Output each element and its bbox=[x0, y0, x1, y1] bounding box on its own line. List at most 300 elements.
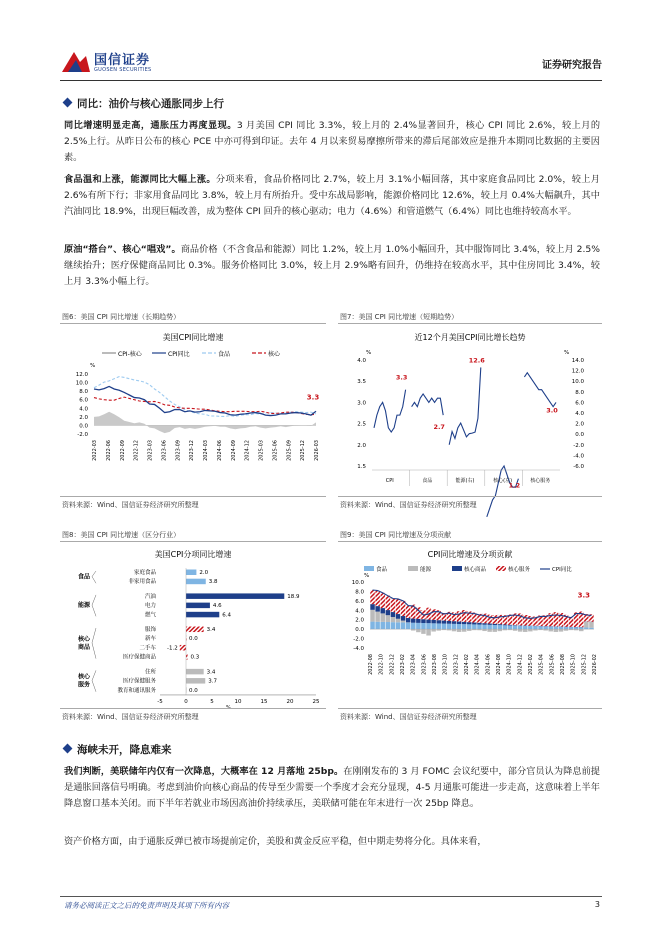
fig9-bar-segment bbox=[498, 629, 502, 631]
fig9-legend-label: 食品 bbox=[376, 567, 388, 573]
brand-logo-icon bbox=[60, 48, 92, 74]
page-number: 3 bbox=[594, 900, 600, 909]
fig7-ytick-left: 4.0 bbox=[357, 358, 366, 364]
fig8-value-label: 0.0 bbox=[189, 687, 198, 694]
fig9-xtick: 2025-08 bbox=[560, 654, 566, 675]
fig7-annotation: 12.6 bbox=[468, 356, 485, 365]
fig9-bar-segment bbox=[426, 629, 430, 635]
fig8-xtick: 10 bbox=[234, 698, 242, 705]
fig6-xtick: 2026-03 bbox=[314, 440, 320, 461]
fig8-bar bbox=[186, 593, 284, 599]
section2-p1-lead: 我们判断，美联储年内仅有一次降息，大概率在 12 月落地 25bp。 bbox=[64, 766, 344, 777]
fig6-caption: 图6：美国 CPI 同比增速（长期趋势） bbox=[62, 313, 181, 321]
fig9-cpi-line bbox=[373, 590, 592, 618]
fig9-bar-segment bbox=[462, 610, 466, 622]
fig9-bar-segment bbox=[375, 612, 379, 622]
fig9-bar-segment bbox=[477, 623, 481, 625]
fig7-ytick-right: 4.0 bbox=[575, 411, 584, 417]
fig8-group-label: 商品 bbox=[77, 643, 91, 651]
fig6-xtick: 2024-06 bbox=[216, 440, 223, 461]
fig8-value-label: 0.3 bbox=[190, 654, 200, 661]
fig8-chart bbox=[60, 544, 326, 711]
fig9-bar-segment bbox=[513, 626, 517, 630]
fig9-bar-segment bbox=[564, 627, 568, 629]
fig9-bar-segment bbox=[548, 627, 552, 630]
fig7-ytick-right: 12.0 bbox=[571, 368, 584, 375]
fig9-xtick: 2024-04 bbox=[474, 654, 481, 675]
fig9-bar-segment bbox=[370, 610, 374, 622]
fig9-source: 资料来源：Wind、国信证券经济研究所整理 bbox=[340, 713, 477, 721]
fig8-value-label: 6.4 bbox=[222, 612, 232, 619]
page-header bbox=[60, 48, 602, 80]
brand-name-cn: 国信证券 bbox=[94, 53, 151, 68]
fig9-bar-segment bbox=[492, 615, 496, 624]
fig9-bar-segment bbox=[431, 623, 435, 629]
fig8-value-label: 3.4 bbox=[206, 669, 216, 676]
fig9-bar-segment bbox=[467, 629, 471, 631]
fig6-xtick: 2022-12 bbox=[133, 440, 140, 461]
fig9-bar-segment bbox=[396, 614, 400, 619]
fig8-bar bbox=[186, 612, 219, 618]
fig8-group-bracket bbox=[92, 571, 96, 583]
fig6-ytick: 0.0 bbox=[79, 423, 88, 430]
fig9-ytick: 8.0 bbox=[355, 589, 364, 596]
fig9-xtick: 2023-04 bbox=[410, 654, 417, 675]
fig7-source: 资料来源：Wind、国信证券经济研究所整理 bbox=[340, 501, 477, 509]
fig6-legend-label: 食品 bbox=[218, 351, 231, 358]
fig9-bar-segment bbox=[421, 623, 425, 629]
brand-logo bbox=[60, 48, 200, 78]
fig9-ytick: -4.0 bbox=[353, 646, 364, 652]
fig8-xtick: 5 bbox=[210, 698, 214, 705]
fig9-bar-segment bbox=[401, 621, 405, 623]
fig6-ytick: 2.0 bbox=[79, 414, 88, 421]
fig7-ytick-left: 1.5 bbox=[357, 464, 366, 470]
fig8-bottom-rule bbox=[60, 708, 326, 709]
section2-paragraph-1 bbox=[64, 764, 600, 812]
fig7-ytick-right: 0.0 bbox=[575, 432, 584, 439]
fig8-bar bbox=[186, 579, 206, 585]
fig9-xtick: 2022-12 bbox=[389, 654, 396, 675]
fig9-bar-segment bbox=[452, 624, 456, 629]
fig9-xtick: 2023-12 bbox=[453, 654, 460, 675]
section1-paragraph-3 bbox=[64, 242, 600, 290]
fig7-ytick-right: 6.0 bbox=[575, 400, 584, 407]
fig9-bar-segment bbox=[533, 629, 537, 630]
fig8-title: 美国CPI分项同比增速 bbox=[154, 550, 232, 559]
fig6-xtick: 2023-12 bbox=[189, 440, 196, 461]
diamond-bullet-icon bbox=[63, 98, 73, 108]
fig7-series-line bbox=[524, 373, 556, 407]
fig9-bar-segment bbox=[543, 626, 547, 629]
fig9-bar-segment bbox=[396, 619, 400, 623]
fig9-bar-segment bbox=[391, 622, 395, 629]
fig6-annotation: 3.3 bbox=[306, 393, 320, 402]
fig9-ylabel: % bbox=[364, 573, 370, 579]
fig9-bar-segment bbox=[523, 615, 527, 626]
fig9-bar-segment bbox=[584, 628, 588, 630]
fig9-bar-segment bbox=[518, 626, 522, 629]
fig9-bar-segment bbox=[401, 622, 405, 629]
fig9-xtick: 2026-02 bbox=[592, 654, 598, 675]
fig7-bottom-rule bbox=[338, 496, 602, 497]
fig9-xtick: 2022-08 bbox=[368, 654, 374, 675]
fig9-bar-segment bbox=[467, 624, 471, 629]
fig6-area-cpi-core-gap bbox=[94, 412, 316, 433]
fig9-bar-segment bbox=[406, 618, 410, 622]
fig7-series-line bbox=[487, 466, 519, 517]
fig9-bar-segment bbox=[518, 629, 522, 632]
section2-p2-body: 资产价格方面，由于通胀反弹已被市场提前定价，美股和黄金反应平稳，但中期走势将分化。具体来看， bbox=[64, 836, 487, 847]
fig9-xtick: 2023-06 bbox=[421, 654, 428, 675]
fig9-bar-segment bbox=[391, 599, 395, 613]
fig9-bar-segment bbox=[457, 629, 461, 632]
fig9-bar-segment bbox=[396, 622, 400, 629]
fig8-group-label: 核心 bbox=[77, 673, 91, 681]
fig9-bar-segment bbox=[401, 601, 405, 616]
fig7-ytick-left: 2.0 bbox=[357, 442, 366, 449]
fig8-xtick: -5 bbox=[157, 698, 163, 705]
fig9-bar-segment bbox=[554, 627, 558, 629]
fig9-legend-swatch bbox=[364, 566, 374, 571]
fig9-xtick: 2024-08 bbox=[496, 654, 502, 675]
section1-title bbox=[64, 96, 224, 111]
fig9-xtick: 2025-10 bbox=[570, 654, 577, 675]
fig9-xtick: 2025-12 bbox=[581, 654, 588, 675]
fig9-bar-segment bbox=[523, 629, 527, 632]
fig9-bar-segment bbox=[386, 610, 390, 615]
fig9-legend-swatch bbox=[496, 566, 506, 571]
section1-p1-lead: 同比增速明显走高，通胀压力再度显现。 bbox=[64, 120, 237, 131]
fig8-category-label: 服饰 bbox=[144, 627, 156, 634]
fig7-group-label: 核心服务 bbox=[530, 478, 551, 484]
fig9-bar-segment bbox=[406, 606, 410, 618]
section1-p2-lead: 食品温和上涨，能源同比大幅上涨。 bbox=[64, 174, 216, 185]
fig8-source: 资料来源：Wind、国信证券经济研究所整理 bbox=[62, 713, 199, 721]
brand-name-en: GUOSEN SECURITIES bbox=[94, 67, 152, 73]
section1-p2-body: 分项来看，食品价格同比 2.7%，较上月 3.1%小幅回落，其中家庭食品同比 2.0%，较上月 2.6%有所下行；非家用食品同比 3.8%，较上月有所抬升。受中东战局影响，能源价格同比 12.6%，较上月 0.4%大幅飙升，其中汽油同比 18.9%，出现巨幅改善，成为整体 CPI 回升的核心驱动；电力（4.6%）和管道燃气（6.4%）同比也维持较高水平。 bbox=[64, 174, 600, 217]
fig9-bar-segment bbox=[528, 626, 532, 629]
fig7-ytick-right: 10.0 bbox=[571, 379, 584, 386]
fig9-bar-segment bbox=[554, 629, 558, 632]
fig8-value-label: 3.7 bbox=[208, 678, 217, 685]
fig9-top-rule bbox=[338, 541, 602, 542]
fig9-bar-segment bbox=[498, 625, 502, 629]
fig9-bar-segment bbox=[508, 625, 512, 629]
fig6-legend-label: 核心 bbox=[268, 351, 281, 358]
fig8-group-label: 食品 bbox=[77, 573, 91, 581]
header-divider bbox=[60, 80, 602, 81]
fig6-ytick: 8.0 bbox=[79, 389, 88, 396]
fig9-bar-segment bbox=[375, 622, 379, 629]
fig9-bar-segment bbox=[391, 612, 395, 617]
fig8-bar bbox=[186, 627, 204, 633]
section2-title bbox=[64, 742, 172, 757]
fig9-legend-label: 核心服务 bbox=[508, 567, 531, 573]
fig7-series-line bbox=[449, 367, 481, 444]
fig9-bar-segment bbox=[380, 608, 384, 613]
fig9-bar-segment bbox=[482, 629, 486, 631]
fig6-xtick: 2022-09 bbox=[119, 440, 126, 461]
fig6-ylabel: % bbox=[90, 363, 96, 369]
fig9-bar-segment bbox=[401, 616, 405, 621]
fig9-bar-segment bbox=[528, 629, 532, 631]
fig9-bar-segment bbox=[472, 624, 476, 629]
fig7-annotation: 3.3 bbox=[395, 373, 408, 382]
fig6-title: 美国CPI同比增速 bbox=[162, 333, 224, 342]
fig9-bottom-rule bbox=[338, 708, 602, 709]
fig7-title: 近12个月美国CPI同比增长趋势 bbox=[414, 333, 526, 342]
fig9-annotation: 3.3 bbox=[577, 591, 591, 600]
fig9-bar-segment bbox=[452, 621, 456, 624]
fig7-series-line bbox=[412, 394, 444, 415]
fig9-caption: 图9：美国 CPI 同比增速及分项贡献 bbox=[340, 531, 452, 539]
fig6-xtick: 2025-06 bbox=[272, 440, 279, 461]
fig7-top-rule bbox=[338, 323, 602, 324]
fig9-bar-segment bbox=[431, 620, 435, 623]
fig6-xtick: 2023-09 bbox=[175, 440, 182, 461]
fig9-bar-segment bbox=[589, 622, 593, 628]
fig9-bar-segment bbox=[538, 626, 542, 629]
fig7-ytick-left: 3.0 bbox=[357, 400, 366, 407]
fig9-xtick: 2023-10 bbox=[442, 654, 449, 675]
fig6-ytick: -2.0 bbox=[77, 432, 88, 438]
fig9-bar-segment bbox=[380, 622, 384, 629]
fig9-bar-segment bbox=[559, 629, 563, 631]
section1-title-text: 同比：油价与核心通胀同步上行 bbox=[77, 98, 224, 110]
fig9-bar-segment bbox=[396, 599, 400, 614]
fig7-ylabel-right: % bbox=[564, 350, 570, 356]
fig9-bar-segment bbox=[436, 623, 440, 629]
fig9-bar-segment bbox=[589, 628, 593, 629]
fig9-bar-segment bbox=[457, 622, 461, 624]
fig8-group-bracket bbox=[92, 670, 96, 691]
fig8-category-label: 汽油 bbox=[144, 593, 156, 600]
fig9-bar-segment bbox=[370, 590, 374, 604]
fig8-bar bbox=[186, 654, 188, 660]
fig8-category-label: 教育和通讯服务 bbox=[117, 687, 156, 694]
fig6-ytick: 10.0 bbox=[75, 380, 88, 387]
fig8-category-label: 非家用食品 bbox=[128, 579, 156, 586]
fig9-bar-segment bbox=[487, 615, 491, 624]
fig8-bar bbox=[180, 645, 186, 651]
fig9-bar-segment bbox=[411, 629, 415, 630]
fig8-category-label: 新车 bbox=[144, 636, 156, 643]
fig7-ytick-right: 14.0 bbox=[571, 358, 584, 364]
fig6-xtick: 2024-09 bbox=[230, 440, 237, 461]
fig9-bar-segment bbox=[523, 626, 527, 629]
fig9-bar-segment bbox=[375, 606, 379, 611]
fig6-xtick: 2024-12 bbox=[244, 440, 251, 461]
fig8-group-label: 能源 bbox=[77, 602, 91, 610]
fig9-ytick: 6.0 bbox=[355, 598, 364, 605]
fig9-bar-segment bbox=[380, 613, 384, 621]
fig9-bar-segment bbox=[447, 621, 451, 624]
fig7-annotation: 1.2 bbox=[508, 481, 521, 490]
fig7-group-label: 食品 bbox=[422, 478, 433, 484]
fig6-ytick: 12.0 bbox=[75, 372, 88, 378]
fig8-group-label: 核心 bbox=[77, 635, 91, 643]
fig9-bar-segment bbox=[508, 625, 512, 626]
fig8-category-label: 家庭食品 bbox=[133, 570, 156, 576]
fig9-bar-segment bbox=[492, 625, 496, 629]
fig9-bar-segment bbox=[487, 625, 491, 629]
fig9-bar-segment bbox=[442, 621, 446, 624]
fig6-xtick: 2025-12 bbox=[300, 440, 307, 461]
fig9-xtick: 2022-10 bbox=[378, 654, 385, 675]
fig9-bar-segment bbox=[431, 609, 435, 620]
fig9-bar-segment bbox=[411, 619, 415, 623]
fig6-ytick: 6.0 bbox=[79, 397, 88, 404]
fig9-bar-segment bbox=[431, 629, 435, 631]
fig9-bar-segment bbox=[386, 622, 390, 629]
fig7-ytick-right: 2.0 bbox=[575, 421, 584, 428]
fig7-group-label: 核心(左) bbox=[493, 478, 513, 484]
fig9-chart bbox=[338, 544, 602, 706]
fig6-legend-label: CPI-核心 bbox=[118, 351, 142, 358]
fig9-bar-segment bbox=[559, 627, 563, 629]
fig9-ytick: 10.0 bbox=[351, 580, 364, 586]
fig9-bar-segment bbox=[411, 623, 415, 629]
fig8-xtick: 20 bbox=[286, 698, 294, 705]
fig9-xtick: 2024-10 bbox=[506, 654, 513, 675]
fig6-ytick: 4.0 bbox=[79, 406, 88, 413]
fig8-category-label: 二手车 bbox=[139, 645, 156, 652]
fig8-category-label: 医疗保健商品 bbox=[122, 654, 156, 661]
fig9-bar-segment bbox=[584, 622, 588, 628]
fig9-bar-segment bbox=[386, 596, 390, 610]
fig9-bar-segment bbox=[452, 629, 456, 631]
fig9-bar-segment bbox=[457, 611, 461, 621]
section2-paragraph-2 bbox=[64, 834, 600, 850]
fig8-value-label: 3.8 bbox=[208, 579, 218, 586]
fig9-bar-segment bbox=[533, 626, 537, 629]
fig6-xtick: 2025-03 bbox=[258, 440, 265, 461]
fig7-annotation: 3.0 bbox=[546, 406, 558, 415]
diamond-bullet-icon bbox=[63, 744, 73, 754]
fig9-ytick: 4.0 bbox=[355, 608, 364, 615]
fig8-caption: 图8：美国 CPI 同比增速（区分行业） bbox=[62, 531, 181, 539]
fig6-xtick: 2025-09 bbox=[286, 440, 293, 461]
fig8-bar bbox=[186, 669, 204, 675]
fig6-legend-label: CPI同比 bbox=[168, 351, 190, 358]
fig8-value-label: 18.9 bbox=[287, 593, 300, 600]
section2-p1-body: 在刚刚发布的 3 月 FOMC 会议纪要中，部分官员认为降息前提是通胀回落信号明确。考虑到油价向核心商品的传导至少需要一个季度才会充分显现，4-5 月通胀可能进一步走高，这意味着上半年降息窗口基本关闭。而下半年若就业市场因高油价持续承压，美联储可能在年末进行一次 25bp 降息。 bbox=[64, 766, 600, 809]
fig9-bar-segment bbox=[416, 629, 420, 632]
fig8-bar bbox=[186, 678, 205, 684]
fig9-bar-segment bbox=[482, 623, 486, 625]
section1-paragraph-1 bbox=[64, 118, 600, 166]
fig7-ylabel-left: % bbox=[366, 350, 372, 356]
section1-p3-body: 商品价格（不含食品和能源）同比 1.2%，较上月 1.0%小幅回升，其中服饰同比 3.4%，较上月 2.5%继续抬升；医疗保健商品同比 0.3%。服务价格同比 3.0%，较上月 2.9%略有回升，仍维持在较高水平，其中住房同比 3.4%，较上月 3.3%小幅上行。 bbox=[64, 244, 601, 287]
fig9-ytick: 0.0 bbox=[355, 627, 364, 634]
fig9-xtick: 2025-04 bbox=[538, 654, 545, 675]
fig9-bar-segment bbox=[579, 627, 583, 629]
fig9-bar-segment bbox=[442, 624, 446, 630]
fig9-legend-label: CPI同比 bbox=[552, 567, 572, 573]
fig9-bar-segment bbox=[554, 612, 558, 626]
fig8-xtick: 25 bbox=[312, 698, 320, 705]
fig8-category-label: 燃气 bbox=[144, 612, 156, 619]
fig9-bar-segment bbox=[436, 629, 440, 630]
fig8-category-label: 住所 bbox=[144, 669, 156, 676]
fig9-bar-segment bbox=[569, 627, 573, 629]
fig9-bar-segment bbox=[421, 619, 425, 623]
footer-disclaimer: 请务必阅读正文之后的免责声明及其项下所有内容 bbox=[64, 901, 229, 910]
section1-p3-lead: 原油“搭台”、核心“唱戏”。 bbox=[64, 244, 181, 255]
fig9-bar-segment bbox=[579, 629, 583, 631]
report-type: 证券研究报告 bbox=[542, 60, 602, 71]
fig9-bar-segment bbox=[492, 629, 496, 632]
fig8-group-bracket bbox=[92, 628, 96, 659]
fig9-title: CPI同比增速及分项贡献 bbox=[427, 550, 513, 559]
fig7-ytick-right: 8.0 bbox=[575, 389, 584, 396]
fig7-ytick-right: -4.0 bbox=[573, 453, 584, 460]
fig9-bar-segment bbox=[513, 629, 517, 631]
fig9-bar-segment bbox=[487, 624, 491, 625]
fig9-bar-segment bbox=[462, 629, 466, 632]
section1-p1-body: 3 月美国 CPI 同比 3.3%，较上月的 2.4%显著回升，核心 CPI 同比 2.6%，较上月的 2.5%上行。从昨日公布的核心 PCE 中亦可得到印证。去年 4 月以来贸易摩擦所带来的滞后尾部效应是推升本期同比数据的主要因素。 bbox=[64, 120, 601, 163]
fig9-ytick: -2.0 bbox=[353, 636, 364, 643]
fig8-value-label: 3.4 bbox=[206, 627, 216, 634]
fig8-bar bbox=[186, 603, 210, 609]
fig9-bar-segment bbox=[386, 615, 390, 622]
fig9-xtick: 2023-02 bbox=[400, 654, 406, 675]
fig7-group-label: 能源(右) bbox=[455, 478, 475, 484]
fig8-value-label: 2.0 bbox=[199, 570, 209, 576]
fig7-chart bbox=[338, 326, 602, 494]
fig8-xlabel: % bbox=[226, 704, 231, 711]
fig9-xtick: 2024-12 bbox=[517, 654, 524, 675]
fig9-legend-label: 核心商品 bbox=[464, 567, 487, 573]
fig9-bar-segment bbox=[462, 624, 466, 629]
fig8-top-rule bbox=[60, 541, 326, 542]
fig7-ytick-right: -6.0 bbox=[573, 464, 584, 470]
fig8-category-label: 医疗保健服务 bbox=[122, 678, 156, 685]
fig8-xtick: 15 bbox=[260, 698, 268, 705]
fig8-group-label: 服务 bbox=[77, 681, 91, 689]
fig6-series-line bbox=[94, 397, 316, 415]
fig9-bar-segment bbox=[467, 622, 471, 624]
fig9-bar-segment bbox=[421, 629, 425, 634]
fig7-ytick-right: -2.0 bbox=[573, 442, 584, 449]
fig9-bar-segment bbox=[426, 620, 430, 624]
fig8-xtick: 0 bbox=[184, 698, 188, 705]
fig7-series-line bbox=[374, 390, 406, 432]
fig6-xtick: 2023-03 bbox=[147, 440, 154, 461]
fig6-source: 资料来源：Wind、国信证券经济研究所整理 bbox=[62, 501, 199, 509]
fig9-bar-segment bbox=[391, 617, 395, 622]
fig9-bar-segment bbox=[416, 619, 420, 623]
fig7-group-label: CPI bbox=[385, 478, 394, 484]
fig6-xtick: 2023-06 bbox=[161, 440, 168, 461]
fig9-xtick: 2025-02 bbox=[528, 654, 534, 675]
fig9-xtick: 2025-06 bbox=[549, 654, 556, 675]
fig8-value-label: 0.0 bbox=[189, 636, 198, 643]
fig7-caption: 图7：美国 CPI 同比增速（短期趋势） bbox=[340, 313, 459, 321]
fig7-ytick-left: 2.5 bbox=[357, 421, 366, 428]
fig9-bar-segment bbox=[492, 624, 496, 625]
fig9-legend-label: 能源 bbox=[420, 567, 432, 573]
fig9-bar-segment bbox=[498, 624, 502, 625]
fig9-bar-segment bbox=[487, 629, 491, 632]
footer-divider bbox=[60, 896, 602, 897]
fig9-ytick: 2.0 bbox=[355, 617, 364, 624]
fig8-value-label: 4.6 bbox=[212, 603, 222, 610]
fig6-bottom-rule bbox=[60, 496, 326, 497]
fig9-bar-segment bbox=[370, 604, 374, 610]
fig9-bar-segment bbox=[503, 625, 507, 626]
